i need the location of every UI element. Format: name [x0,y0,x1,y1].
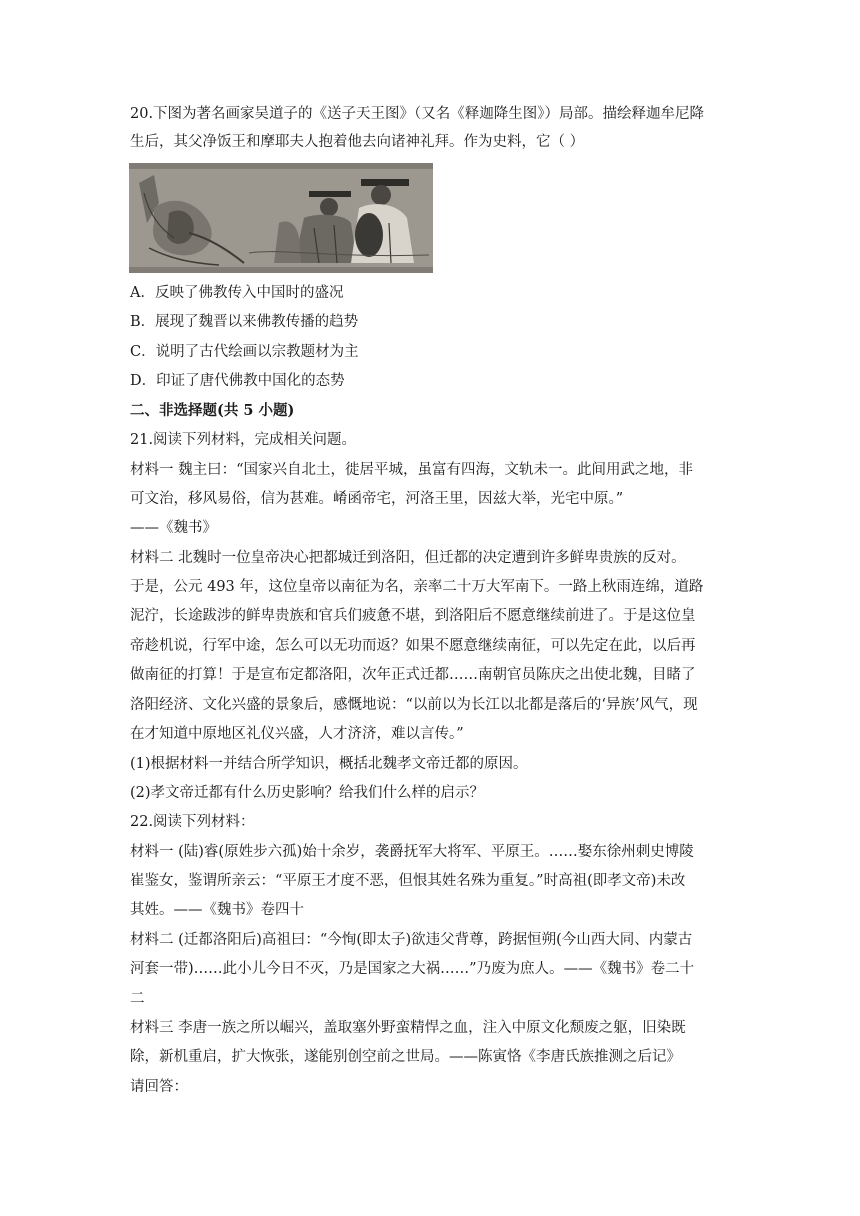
q21-material2-line: 做南征的打算！于是宣布定都洛阳，次年正式迁都……南朝官员陈庆之出使北魏，目睹了 [130,667,696,683]
q22-material3-line: 材料三 李唐一族之所以崛兴，盖取塞外野蛮精悍之血，注入中原文化颓废之躯，旧染既 [130,1020,686,1036]
q22-material2-line: 二 [130,991,145,1007]
q22-material1-line: 材料一 (陆)睿(原姓步六孤)始十余岁，袭爵抚军大将军、平原王。……娶东徐州刺史博陵 [130,844,694,860]
q22-material3-line: 除，新机重启，扩大恢张，遂能别创空前之世局。——陈寅恪《李唐氏族推测之后记》 [130,1049,681,1065]
q22-material1-line: 崔鉴女，鉴谓所亲云：“平原王才度不恶，但恨其姓名殊为重复。”时高祖(即孝文帝)未改 [130,873,686,889]
q22-material2-line: 河套一带)……此小儿今日不灭，乃是国家之大祸……”乃废为庶人。——《魏书》卷二十 [130,961,695,977]
q22-prompt: 请回答： [130,1079,188,1095]
q22-material2-line: 材料二 (迁都洛阳后)高祖曰：“今恂(即太子)欲违父背尊，跨据恒朔(今山西大同、内蒙古 [130,932,693,948]
q20-option-b: B．展现了魏晋以来佛教传播的趋势 [130,314,359,330]
q22-title: 22.阅读下列材料： [130,814,255,830]
q21-title: 21.阅读下列材料，完成相关问题。 [130,432,357,448]
q20-option-c: C．说明了古代绘画以宗教题材为主 [130,344,359,360]
q21-material1-source: ——《魏书》 [130,520,217,536]
q20-option-d: D．印证了唐代佛教中国化的态势 [130,373,345,389]
q22-material1-line: 其姓。——《魏书》卷四十 [130,902,304,918]
q21-material2-line: 于是，公元 493 年，这位皇帝以南征为名，亲率二十万大军南下。一路上秋雨连绵，道路 [130,579,704,595]
painting-illustration [129,163,433,273]
q20-stem-line1: 20.下图为著名画家吴道子的《送子天王图》（又名《释迦降生图》）局部。描绘释迦牟尼降 [130,106,705,122]
q21-material2-line: 在才知道中原地区礼仪兴盛，人才济济，难以言传。” [130,726,464,742]
q21-material2-line: 材料二 北魏时一位皇帝决心把都城迁到洛阳，但迁都的决定遭到许多鲜卑贵族的反对。 [130,550,686,566]
q21-material1-line1: 材料一 魏主曰：“国家兴自北土，徙居平城，虽富有四海，文轨未一。此间用武之地，非 [130,462,694,478]
q21-question2: (2)孝文帝迁都有什么历史影响？给我们什么样的启示？ [130,785,485,801]
q21-question1: (1)根据材料一并结合所学知识，概括北魏孝文帝迁都的原因。 [130,756,528,772]
buddha-birth-painting-image [129,163,433,273]
q20-option-a: A．反映了佛教传入中国时的盛况 [130,285,344,301]
q21-material2-line: 泥泞，长途跋涉的鲜卑贵族和官兵们疲惫不堪，到洛阳后不愿意继续前进了。于是这位皇 [130,608,696,624]
q21-material2-line: 帝趁机说，行军中途，怎么可以无功而返？如果不愿意继续南征，可以先定在此，以后再 [130,638,696,654]
section-heading: 二、非选择题(共 5 小题) [130,402,295,419]
q21-material2-line: 洛阳经济、文化兴盛的景象后，感慨地说：“以前以为长江以北都是落后的‘异族’风气，现 [130,697,698,713]
q21-material1-line2: 可文治，移风易俗，信为甚难。崤函帝宅，河洛王里，因兹大举，光宅中原。” [130,491,624,507]
q20-stem-line2: 生后，其父净饭王和摩耶夫人抱着他去向诸神礼拜。作为史料，它（ ） [130,134,585,150]
